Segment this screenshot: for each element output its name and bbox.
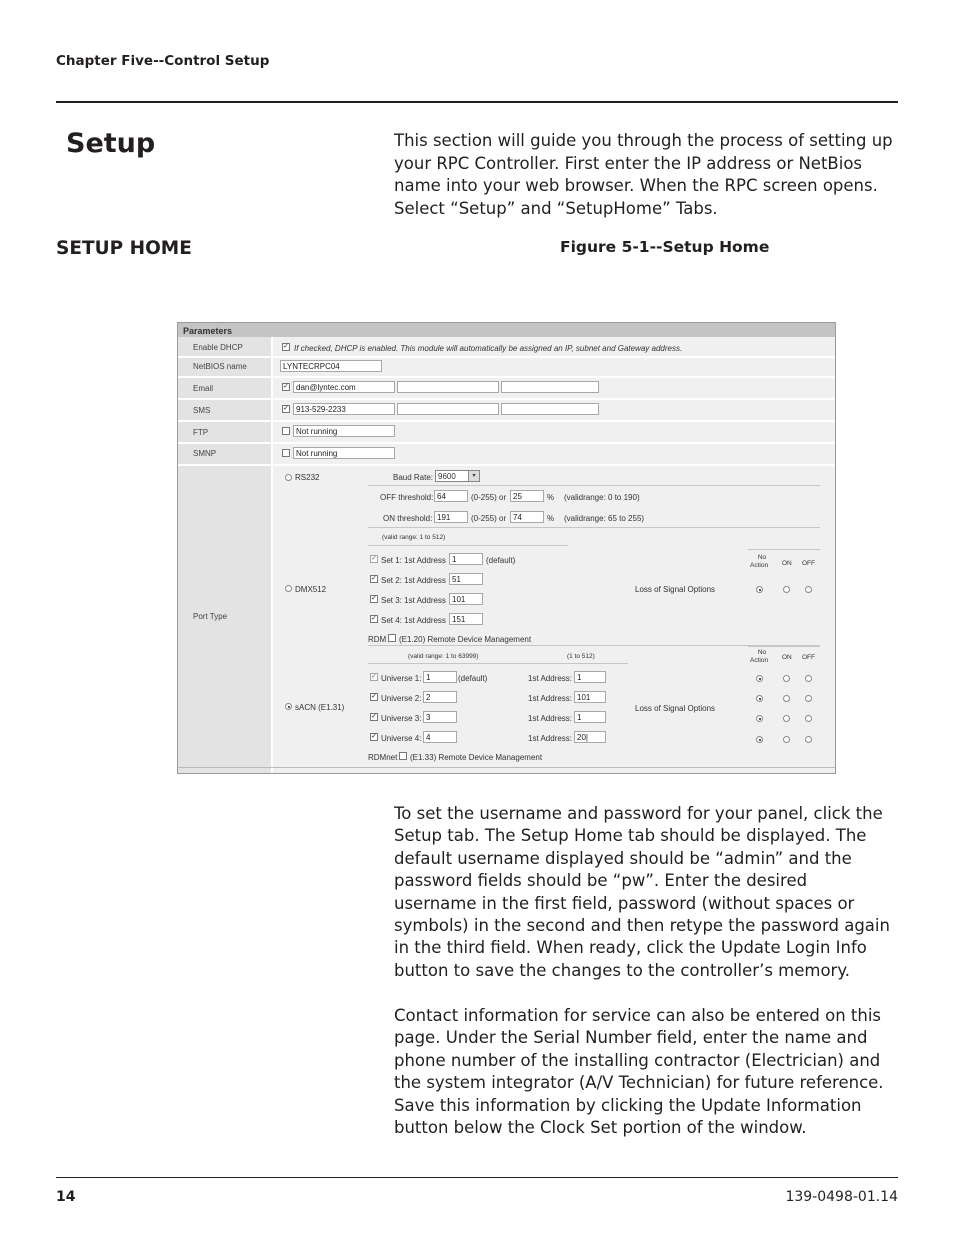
universe1-note: (default) xyxy=(458,674,488,683)
dmx-on-radio[interactable] xyxy=(783,586,790,593)
rdmnet-description: (E1.33) Remote Device Management xyxy=(410,753,543,762)
off-threshold-label: OFF threshold: xyxy=(380,493,434,502)
universe2-no-action-radio[interactable] xyxy=(756,695,763,702)
sacn-valid-range: (valid range: 1 to 63999) xyxy=(408,653,479,660)
email-input-2[interactable] xyxy=(397,381,499,393)
universe3-no-action-radio[interactable] xyxy=(756,715,763,722)
universe4-address-label: 1st Address: xyxy=(528,734,573,743)
universe2-input[interactable]: 2 xyxy=(423,691,457,703)
dhcp-note: If checked, DHCP is enabled. This module will automatically be assigned an IP, subnet and Gateway address. xyxy=(294,344,683,353)
sacn-radio[interactable] xyxy=(285,703,292,710)
on-threshold-input[interactable]: 191 xyxy=(434,511,468,523)
sms-checkbox[interactable]: ✓ xyxy=(283,405,289,412)
rdm-checkbox[interactable] xyxy=(388,634,396,642)
on-range-text: (0-255) or xyxy=(471,514,507,523)
row-divider xyxy=(178,767,835,768)
dmx-no-action-radio[interactable] xyxy=(756,586,763,593)
universe4-label: Universe 4: xyxy=(381,734,422,743)
section-divider xyxy=(368,545,568,546)
email-label: Email xyxy=(193,384,214,393)
on-header: ON xyxy=(782,654,792,661)
snmp-label: SMNP xyxy=(193,449,217,458)
dmx-valid-range: (valid range: 1 to 512) xyxy=(382,534,446,541)
universe4-input[interactable]: 4 xyxy=(423,731,457,743)
dhcp-label: Enable DHCP xyxy=(193,343,243,352)
document-number: 139-0498-01.14 xyxy=(785,1189,898,1205)
ftp-status[interactable]: Not running xyxy=(293,425,395,437)
sacn-address-range: (1 to 512) xyxy=(567,653,595,660)
email-checkbox[interactable]: ✓ xyxy=(283,383,289,390)
figure-caption: Figure 5-1--Setup Home xyxy=(560,238,770,256)
off-threshold-input[interactable]: 64 xyxy=(434,490,468,502)
footer-rule xyxy=(56,1177,898,1178)
section-divider xyxy=(368,663,628,664)
dmx-set1-label: Set 1: 1st Address xyxy=(381,556,446,565)
universe2-address-label: 1st Address: xyxy=(528,694,573,703)
universe1-address-input[interactable]: 1 xyxy=(574,671,606,683)
section-divider xyxy=(368,485,820,486)
off-valid-range: (validrange: 0 to 190) xyxy=(564,493,640,502)
universe1-label: Universe 1: xyxy=(381,674,422,683)
body-paragraph-login: To set the username and password for your panel, click the Setup tab. The Setup Home tab should be displayed. The default username displayed should be “admin” and the password fields should be “pw”. Enter the desired username in the first field, password (without spaces or symbols) in the second and then retype the password again in the third field. When ready, click the Update Login Info button to save the changes to the controller’s memory. xyxy=(394,804,890,980)
no-action-header: No xyxy=(757,554,767,561)
dmx-set4-checkbox[interactable]: ✓ xyxy=(371,615,377,622)
dmx-set2-checkbox[interactable]: ✓ xyxy=(371,575,377,582)
dmx512-label: DMX512 xyxy=(295,585,327,594)
no-action-header: Action xyxy=(750,657,769,664)
off-range-text: (0-255) or xyxy=(471,493,507,502)
section-divider xyxy=(368,527,820,528)
page-title: Setup xyxy=(66,128,156,159)
on-header: ON xyxy=(782,560,792,567)
baud-rate-value: 9600 xyxy=(438,472,456,481)
row-divider xyxy=(178,420,835,422)
universe3-address-label: 1st Address: xyxy=(528,714,573,723)
sacn-label: sACN (E1.31) xyxy=(295,703,345,712)
universe3-off-radio[interactable] xyxy=(805,715,812,722)
intro-paragraph: This section will guide you through the process of setting up your RPC Controller. First enter the IP address or NetBios name into your web browser. When the RPC screen opens. Select “Setup” and “SetupHome” Tabs. xyxy=(394,131,893,218)
section-subheading: SETUP HOME xyxy=(56,238,192,259)
dmx-set2-input[interactable]: 51 xyxy=(449,573,483,585)
rdmnet-label: RDMnet xyxy=(368,753,398,762)
snmp-checkbox[interactable] xyxy=(282,449,290,457)
header-rule xyxy=(56,101,898,103)
dmx-loss-of-signal-label: Loss of Signal Options xyxy=(635,585,716,594)
percent-sign: % xyxy=(547,514,555,523)
rdm-description: (E1.20) Remote Device Management xyxy=(399,635,532,644)
dmx-set3-input[interactable]: 101 xyxy=(449,593,483,605)
universe4-no-action-radio[interactable] xyxy=(756,736,763,743)
universe1-no-action-radio[interactable] xyxy=(756,675,763,682)
dmx-set4-input[interactable]: 151 xyxy=(449,613,483,625)
rdmnet-checkbox[interactable] xyxy=(399,752,407,760)
off-header: OFF xyxy=(802,654,815,661)
rdm-label: RDM xyxy=(368,635,387,644)
setup-home-screenshot xyxy=(177,322,836,774)
dmx-set1-input[interactable]: 1 xyxy=(449,553,483,565)
universe1-off-radio[interactable] xyxy=(805,675,812,682)
universe2-off-radio[interactable] xyxy=(805,695,812,702)
sms-input-2[interactable] xyxy=(397,403,499,415)
body-paragraph-contact: Contact information for service can also be entered on this page. Under the Serial Number field, enter the name and phone number of the installing contractor (Electrician) and the system integrator (A/V Technician) for future reference. Save this information by clicking the Update Information button below the Clock Set portion of the window. xyxy=(394,1006,884,1138)
dmx-set2-label: Set 2: 1st Address xyxy=(381,576,446,585)
page-number: 14 xyxy=(56,1189,76,1205)
no-action-header: No xyxy=(757,649,767,656)
label-column xyxy=(178,337,271,773)
universe4-checkbox[interactable]: ✓ xyxy=(371,733,377,740)
sms-input-1[interactable]: 913-529-2233 xyxy=(293,403,395,415)
dmx-off-radio[interactable] xyxy=(805,586,812,593)
dmx-set3-label: Set 3: 1st Address xyxy=(381,596,446,605)
dmx-set1-checkbox[interactable]: ✓ xyxy=(371,555,377,562)
off-header: OFF xyxy=(802,560,815,567)
netbios-label: NetBIOS name xyxy=(193,362,247,371)
chevron-down-icon: ▾ xyxy=(468,471,479,481)
row-divider xyxy=(178,376,835,378)
email-input-3[interactable] xyxy=(501,381,599,393)
row-divider xyxy=(178,442,835,444)
universe3-label: Universe 3: xyxy=(381,714,422,723)
section-divider xyxy=(748,549,820,550)
ftp-checkbox[interactable] xyxy=(282,427,290,435)
row-divider xyxy=(178,464,835,466)
universe1-address-label: 1st Address: xyxy=(528,674,573,683)
off-percent-input[interactable]: 25 xyxy=(510,490,544,502)
rs232-radio[interactable] xyxy=(285,474,292,481)
universe1-checkbox[interactable]: ✓ xyxy=(371,673,377,680)
universe1-input[interactable]: 1 xyxy=(423,671,457,683)
baud-rate-label: Baud Rate: xyxy=(393,473,434,482)
percent-sign: % xyxy=(547,493,555,502)
email-input-1[interactable]: dan@lyntec.com xyxy=(293,381,395,393)
ftp-label: FTP xyxy=(193,428,209,437)
port-type-label: Port Type xyxy=(193,612,228,621)
sacn-loss-of-signal-label: Loss of Signal Options xyxy=(635,704,716,713)
universe4-address-input[interactable]: 20| xyxy=(574,731,606,743)
no-action-header: Action xyxy=(750,562,769,569)
dmx-set4-label: Set 4: 1st Address xyxy=(381,616,446,625)
sms-label: SMS xyxy=(193,406,211,415)
dhcp-checkbox[interactable]: ✓ xyxy=(283,343,289,350)
universe2-label: Universe 2: xyxy=(381,694,422,703)
on-percent-input[interactable]: 74 xyxy=(510,511,544,523)
on-threshold-label: ON threshold: xyxy=(383,514,433,523)
universe3-checkbox[interactable]: ✓ xyxy=(371,713,377,720)
universe4-off-radio[interactable] xyxy=(805,736,812,743)
universe2-address-input[interactable]: 101 xyxy=(574,691,606,703)
rs232-label: RS232 xyxy=(295,473,320,482)
section-divider xyxy=(748,646,820,647)
universe3-address-input[interactable]: 1 xyxy=(574,711,606,723)
universe2-checkbox[interactable]: ✓ xyxy=(371,693,377,700)
on-valid-range: (validrange: 65 to 255) xyxy=(564,514,645,523)
universe3-input[interactable]: 3 xyxy=(423,711,457,723)
universe1-on-radio[interactable] xyxy=(783,675,790,682)
parameters-header: Parameters xyxy=(178,323,835,337)
chapter-header: Chapter Five--Control Setup xyxy=(56,53,270,69)
snmp-status[interactable]: Not running xyxy=(293,447,395,459)
netbios-input[interactable]: LYNTECRPC04 xyxy=(280,360,382,372)
universe2-on-radio[interactable] xyxy=(783,695,790,702)
dmx-set3-checkbox[interactable]: ✓ xyxy=(371,595,377,602)
row-divider xyxy=(178,398,835,400)
sms-input-3[interactable] xyxy=(501,403,599,415)
universe4-on-radio[interactable] xyxy=(783,736,790,743)
dmx-set1-note: (default) xyxy=(486,556,516,565)
row-divider xyxy=(178,356,835,358)
universe3-on-radio[interactable] xyxy=(783,715,790,722)
baud-rate-select[interactable] xyxy=(435,470,480,482)
dmx512-radio[interactable] xyxy=(285,585,292,592)
